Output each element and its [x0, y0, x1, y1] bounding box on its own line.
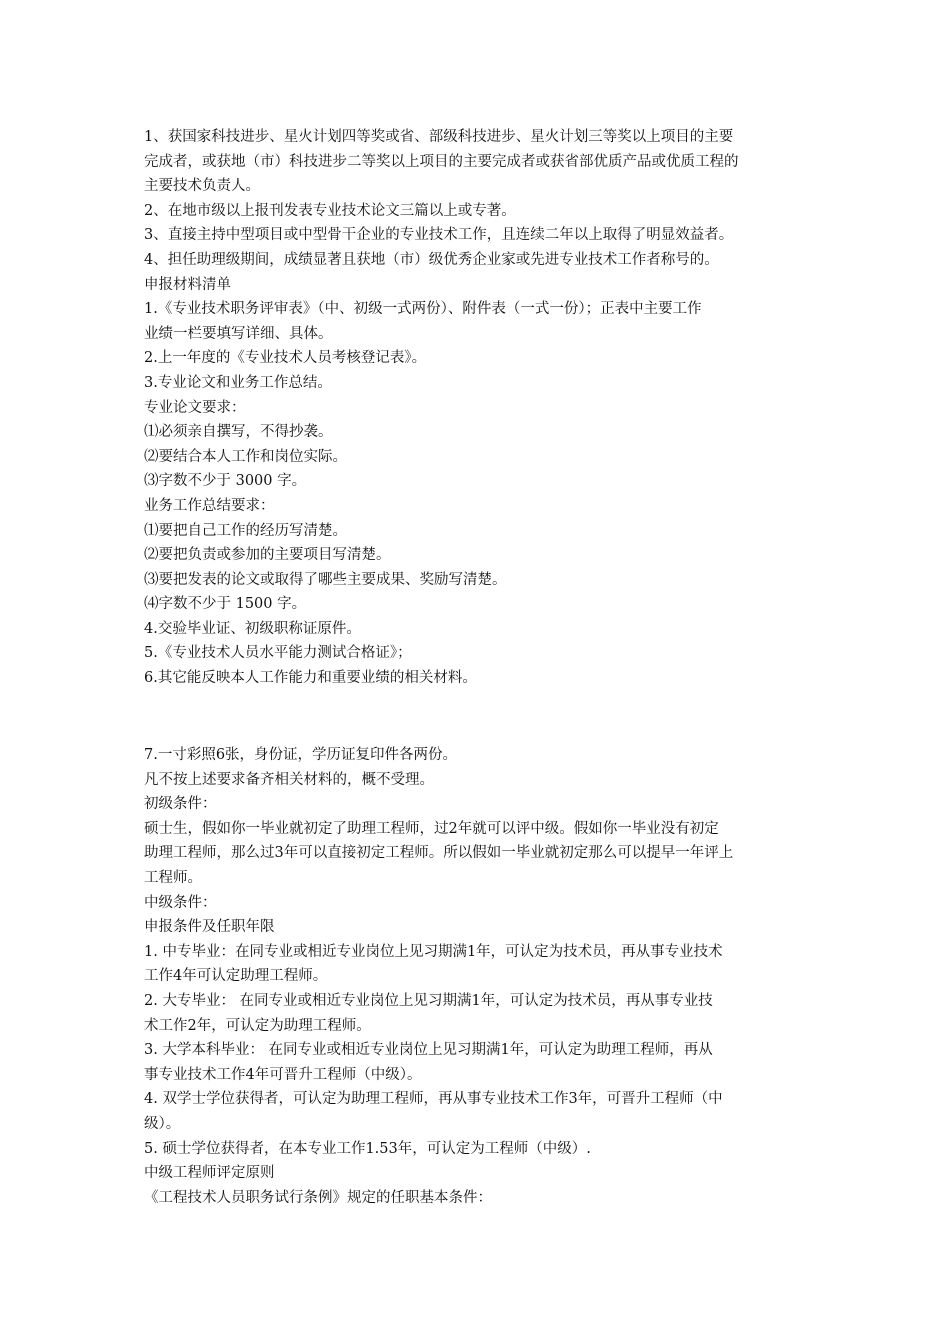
text-line: 1、获国家科技进步、星火计划四等奖或省、部级科技进步、星火计划三等奖以上项目的主要	[144, 129, 734, 145]
text-line: 《工程技术人员职务试行条例》规定的任职基本条件：	[144, 1189, 492, 1206]
text-line: 5. 硕士学位获得者，在本专业工作1.53年，可认定为工程师（中级）.	[144, 1140, 591, 1157]
text-line: 5.《专业技术人员水平能力测试合格证》；	[144, 645, 412, 662]
text-block-top	[144, 125, 806, 691]
text-line: 业绩一栏要填写详细、具体。	[144, 325, 333, 342]
text-line: 术工作2年，可认定为助理工程师。	[144, 1017, 371, 1034]
text-line: 凡不按上述要求备齐相关材料的，概不受理。	[144, 771, 434, 788]
text-line: 3. 大学本科毕业： 在同专业或相近专业岗位上见习期满1年，可认定为助理工程师，再从	[144, 1042, 713, 1059]
text-line: 业务工作总结要求：	[144, 497, 275, 514]
text-line: 完成者，或获地（市）科技进步二等奖以上项目的主要完成者或获省部优质产品或优质工程的	[144, 153, 739, 170]
text-line: ⑵要把负责或参加的主要项目写清楚。	[144, 547, 391, 564]
text-line: ⑵要结合本人工作和岗位实际。	[144, 448, 347, 465]
text-line: 主要技术负责人。	[144, 178, 260, 195]
text-line: 2、在地市级以上报刊发表专业技术论文三篇以上或专著。	[144, 202, 516, 219]
text-line: 事专业技术工作4年可晋升工程师（中级）。	[144, 1066, 422, 1083]
text-line: 助理工程师，那么过3年可以直接初定工程师。所以假如一毕业就初定那么可以提早一年评上	[144, 845, 734, 862]
text-line: 4.交验毕业证、初级职称证原件。	[144, 620, 361, 637]
text-line: 3、直接主持中型项目或中型骨干企业的专业技术工作，且连续二年以上取得了明显效益者。	[144, 227, 734, 244]
text-line: 1. 中专毕业：在同专业或相近专业岗位上见习期满1年，可认定为技术员，再从事专业技术	[144, 943, 723, 960]
text-line: 中级条件：	[144, 894, 217, 911]
text-line: 3.专业论文和业务工作总结。	[144, 374, 332, 391]
text-line: 1.《专业技术职务评审表》（中、初级一式两份）、附件表（一式一份）；正表中主要工作	[144, 301, 702, 318]
text-line: 工作4年可认定助理工程师。	[144, 968, 328, 985]
text-line: ⑶字数不少于 3000 字。	[144, 473, 307, 490]
text-line: 4、担任助理级期间，成绩显著且获地（市）级优秀企业家或先进专业技术工作者称号的。	[144, 251, 719, 268]
text-line: 7.一寸彩照6张，身份证，学历证复印件各两份。	[144, 747, 458, 763]
text-line: ⑴要把自己工作的经历写清楚。	[144, 522, 347, 539]
text-line: 申报材料清单	[144, 276, 231, 293]
text-line: 申报条件及任职年限	[144, 919, 275, 936]
text-line: 硕士生，假如你一毕业就初定了助理工程师，过2年就可以评中级。假如你一毕业没有初定	[144, 820, 719, 837]
text-line: 6.其它能反映本人工作能力和重要业绩的相关材料。	[144, 670, 477, 687]
text-line: ⑴必须亲自撰写，不得抄袭。	[144, 424, 333, 441]
text-line: ⑷字数不少于 1500 字。	[144, 596, 307, 613]
text-line: 2.上一年度的《专业技术人员考核登记表》。	[144, 350, 427, 367]
text-line: 专业论文要求：	[144, 399, 246, 416]
text-line: 中级工程师评定原则	[144, 1165, 275, 1182]
text-line: 工程师。	[144, 869, 202, 886]
text-block-bottom	[144, 743, 806, 1210]
text-line: ⑶要把发表的论文或取得了哪些主要成果、奖励写清楚。	[144, 571, 507, 588]
text-line: 级）。	[144, 1115, 181, 1132]
text-line: 4. 双学士学位获得者，可认定为助理工程师，再从事专业技术工作3年，可晋升工程师（中	[144, 1091, 723, 1108]
text-line: 2. 大专毕业： 在同专业或相近专业岗位上见习期满1年，可认定为技术员，再从事专业技	[144, 992, 713, 1009]
text-line: 初级条件：	[144, 796, 217, 813]
